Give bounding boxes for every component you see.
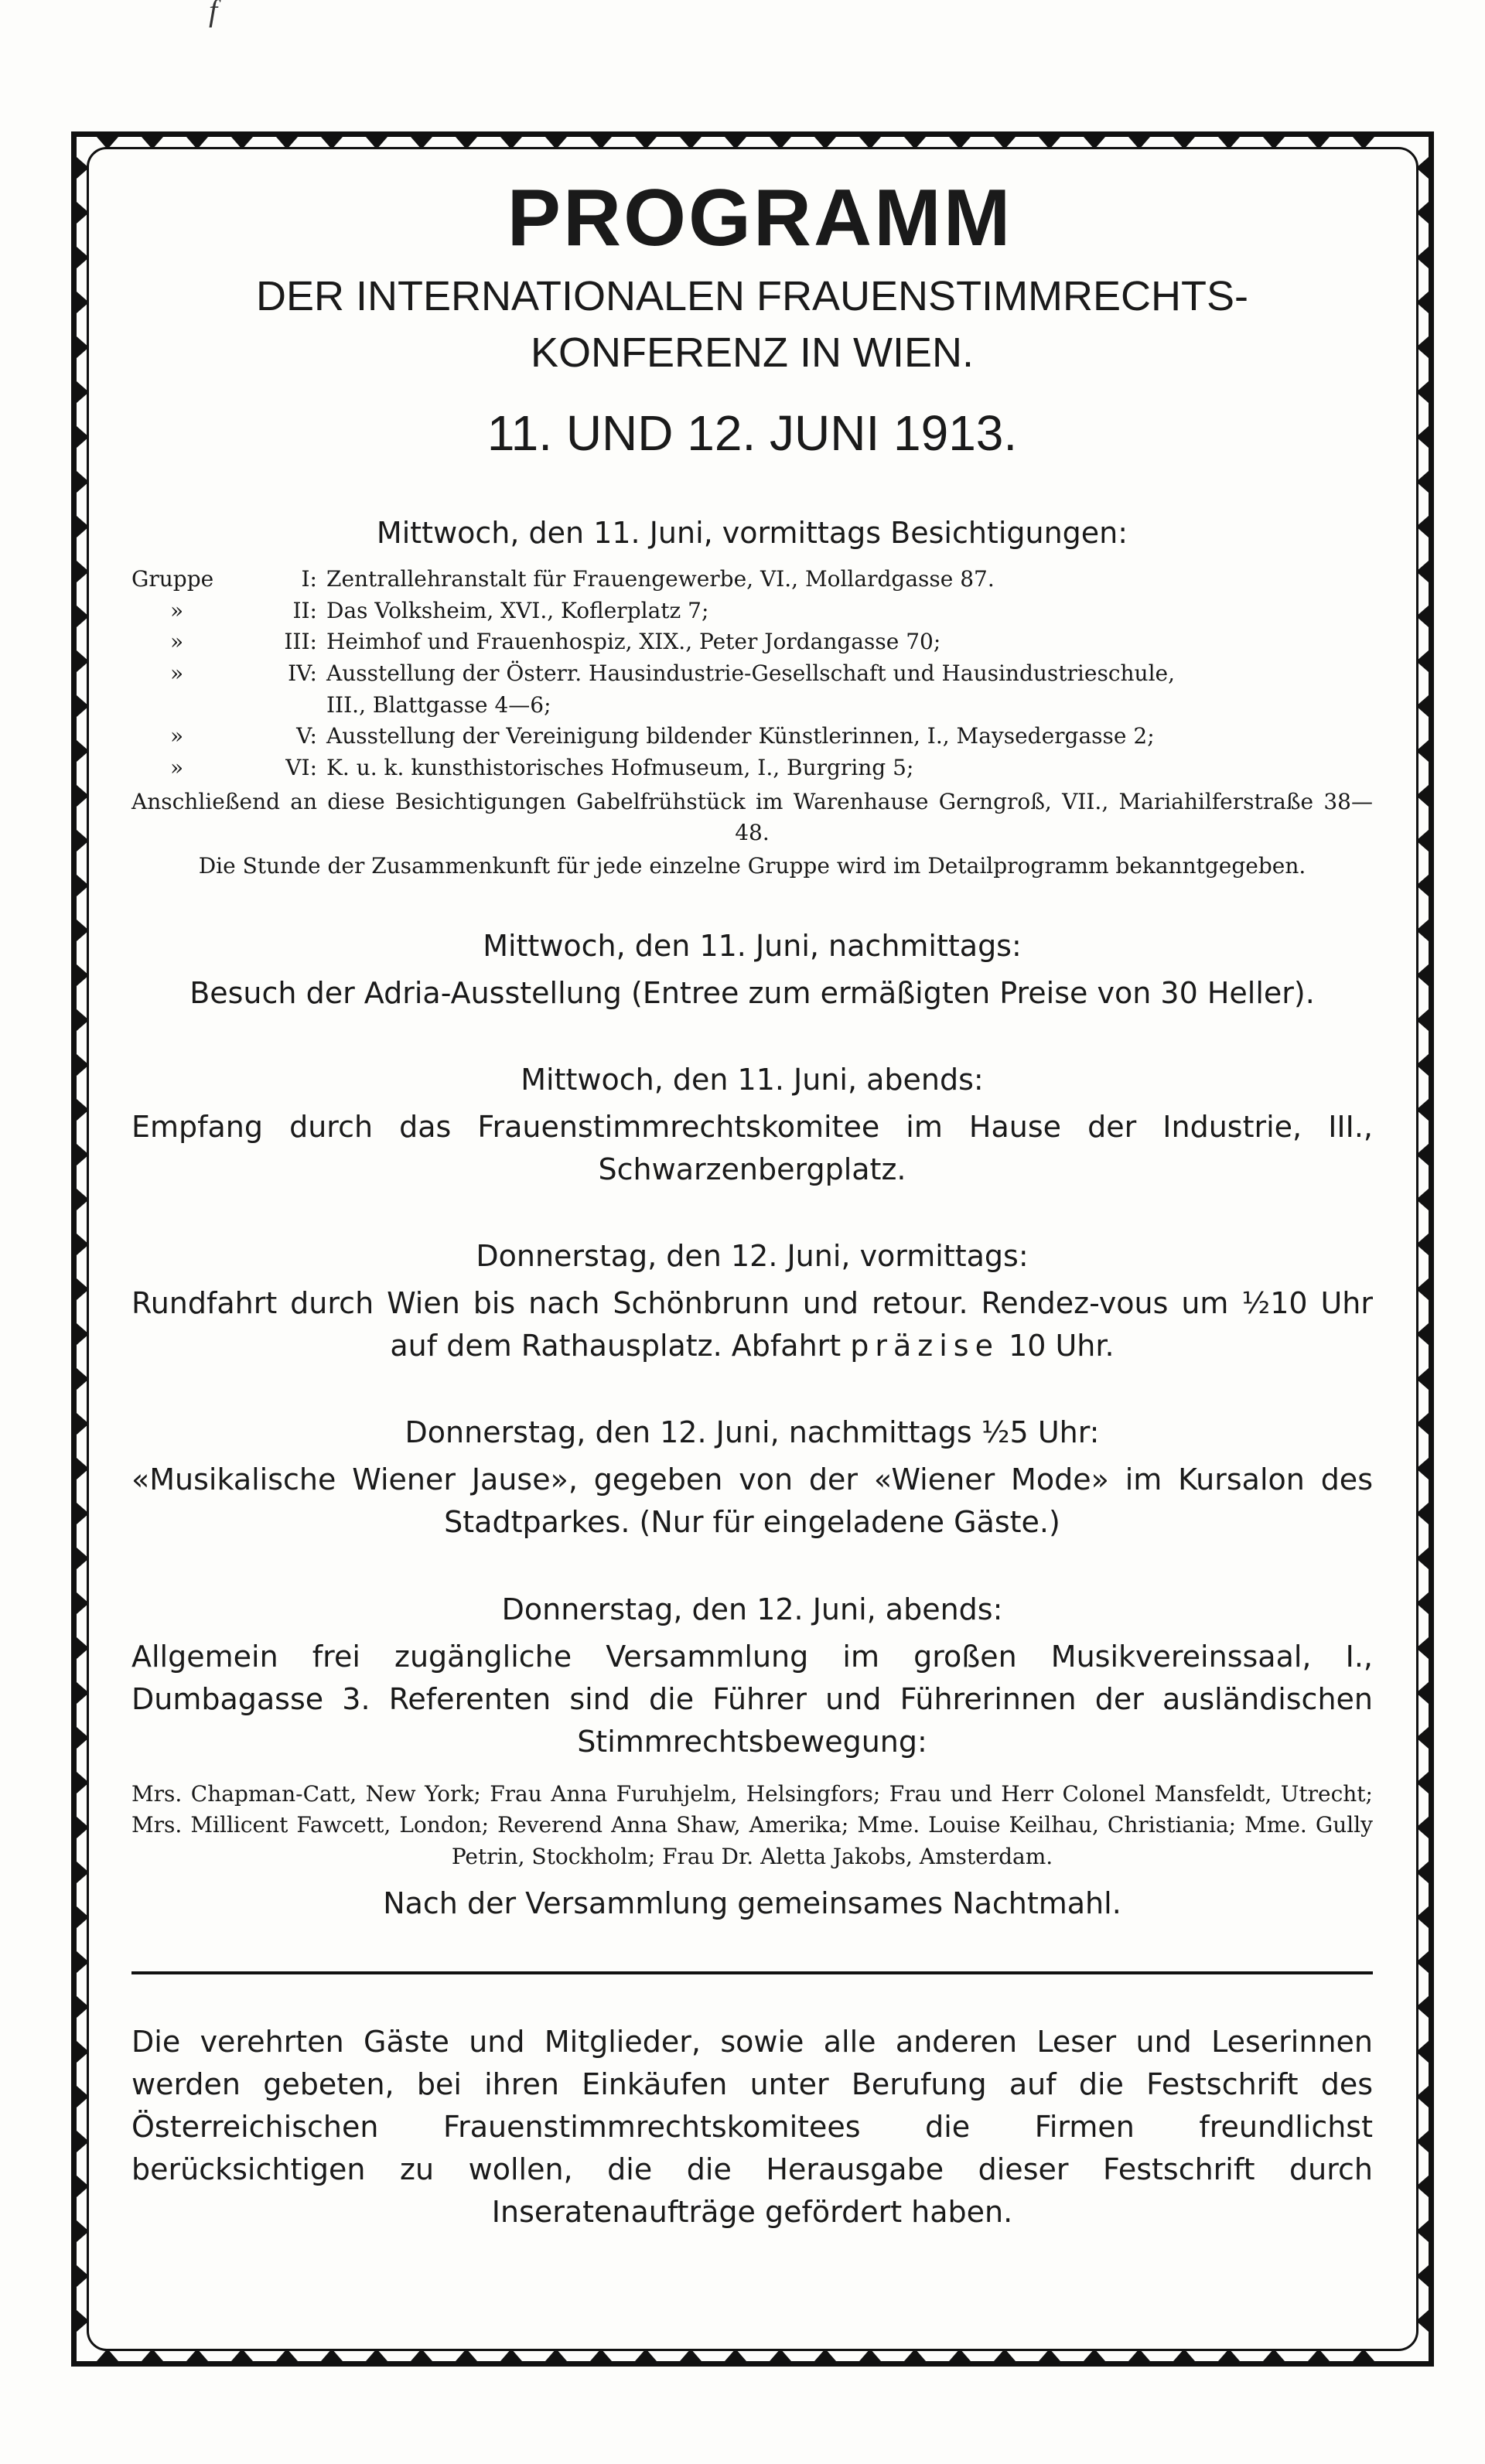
meeting-time-note: Die Stunde der Zusammenkunft für jede einzelne Gruppe wird im Detailprogramm bekanntgegeben. — [198, 852, 1306, 879]
ditto-mark: » — [170, 723, 184, 749]
section-text — [131, 1282, 1373, 1367]
stray-mark: f — [209, 0, 218, 28]
conference-name-line-2: KONFERENZ IN WIEN. — [530, 329, 974, 377]
group-row — [131, 658, 1373, 690]
group-number: IV: — [288, 660, 317, 686]
footer-notice: Die verehrten Gäste und Mitglieder, sowie alle anderen Leser und Leserinnen werden gebeten, bei ihren Einkäufen unter Berufung auf die Festschrift des Österreichischen Frauenstimmrechtskomitees die Firmen freundlichst berücksichtigen zu wollen, die die Herausgabe dieser Festschrift durch Inseratenaufträge gefördert haben. — [131, 2024, 1373, 2230]
conference-name-line-1: DER INTERNATIONALEN FRAUENSTIMMRECHTS- — [255, 273, 1249, 320]
section-wed-evening — [131, 1063, 1373, 1191]
section-text: Allgemein frei zugängliche Versammlung im großen Musikvereinssaal, I., Dumbagasse 3. Referenten sind die Führer und Führerinnen der ausländischen Stimmrechtsbewegung: — [131, 1639, 1373, 1759]
section-heading: Mittwoch, den 11. Juni, vormittags Besichtigungen: — [376, 516, 1128, 551]
divider — [131, 1971, 1373, 1974]
group-number: VI: — [285, 754, 317, 780]
group-text-continuation: III., Blattgasse 4—6; — [326, 691, 551, 718]
section-thu-afternoon — [131, 1415, 1373, 1544]
section-heading: Donnerstag, den 12. Juni, nachmittags ½5 Uhr: — [405, 1415, 1100, 1450]
closing-note: Nach der Versammlung gemeinsames Nachtmahl. — [383, 1886, 1121, 1920]
section-wed-morning — [131, 516, 1373, 881]
group-text: K. u. k. kunsthistorisches Hofmuseum, I., Burgring 5; — [326, 754, 914, 780]
ditto-mark: » — [170, 629, 184, 655]
group-text: Heimhof und Frauenhospiz, XIX., Peter Jordangasse 70; — [326, 629, 941, 655]
group-row — [131, 721, 1373, 753]
speaker-list: Mrs. Chapman-Catt, New York; Frau Anna Furuhjelm, Helsingfors; Frau und Herr Colonel Mansfeldt, Utrecht; Mrs. Millicent Fawcett, London; Reverend Anna Shaw, Amerika; Mme. Louise Keilhau, Christiania; Mme. Gully Petrin, Stockholm; Frau Dr. Aletta Jakobs, Amsterdam. — [131, 1780, 1373, 1870]
section-thu-morning — [131, 1239, 1373, 1367]
group-text: Zentrallehranstalt für Frauengewerbe, VI., Mollardgasse 87. — [326, 566, 995, 592]
section-heading: Mittwoch, den 11. Juni, nachmittags: — [483, 928, 1022, 963]
ditto-mark: » — [170, 660, 184, 686]
section-text: Besuch der Adria-Ausstellung (Entree zum ermäßigten Preise von 30 Heller). — [189, 975, 1315, 1010]
group-text: Ausstellung der Vereinigung bildender Künstlerinnen, I., Maysedergasse 2; — [326, 723, 1155, 749]
group-text: Ausstellung der Österr. Hausindustrie-Gesellschaft und Hausindustrieschule, — [326, 660, 1175, 686]
section-text: Empfang durch das Frauenstimmrechtskomitee im Hause der Industrie, III., Schwarzenbergplatz. — [131, 1109, 1373, 1187]
group-row — [131, 626, 1373, 658]
group-row — [131, 596, 1373, 627]
group-list — [131, 564, 1373, 783]
group-text: Das Volksheim, XVI., Koflerplatz 7; — [326, 597, 709, 623]
section-wed-afternoon — [131, 929, 1373, 1015]
breakfast-note: Anschließend an diese Besichtigungen Gabelfrühstück im Warenhause Gerngroß, VII., Mariahilferstraße 38—48. — [131, 789, 1373, 845]
group-number: V: — [296, 723, 317, 749]
conference-dates: 11. UND 12. JUNI 1913. — [486, 405, 1018, 462]
section-heading: Donnerstag, den 12. Juni, vormittags: — [476, 1239, 1029, 1274]
section-thu-evening — [131, 1592, 1373, 1925]
section-text: «Musikalische Wiener Jause», gegeben von der «Wiener Mode» im Kursalon des Stadtparkes. (Nur für eingeladene Gäste.) — [131, 1462, 1373, 1540]
section-text-part: Rundfahrt durch Wien bis nach Schönbrunn und retour. Rendez-vous um ½10 Uhr auf dem Rathausplatz. Abfahrt — [131, 1286, 1373, 1363]
group-row — [131, 753, 1373, 784]
ditto-mark: » — [170, 597, 184, 623]
section-heading: Mittwoch, den 11. Juni, abends: — [521, 1062, 984, 1097]
group-number: III: — [284, 629, 317, 655]
program-content — [131, 174, 1373, 2234]
group-label: Gruppe — [131, 566, 214, 592]
group-row — [131, 564, 1373, 596]
section-heading: Donnerstag, den 12. Juni, abends: — [501, 1592, 1003, 1626]
ditto-mark: » — [170, 754, 184, 780]
group-number: II: — [292, 597, 317, 623]
emphasized-word: präzise — [850, 1329, 999, 1363]
section-text-part: 10 Uhr. — [999, 1329, 1115, 1363]
group-number: I: — [301, 566, 317, 592]
page-title: PROGRAMM — [507, 173, 1013, 263]
